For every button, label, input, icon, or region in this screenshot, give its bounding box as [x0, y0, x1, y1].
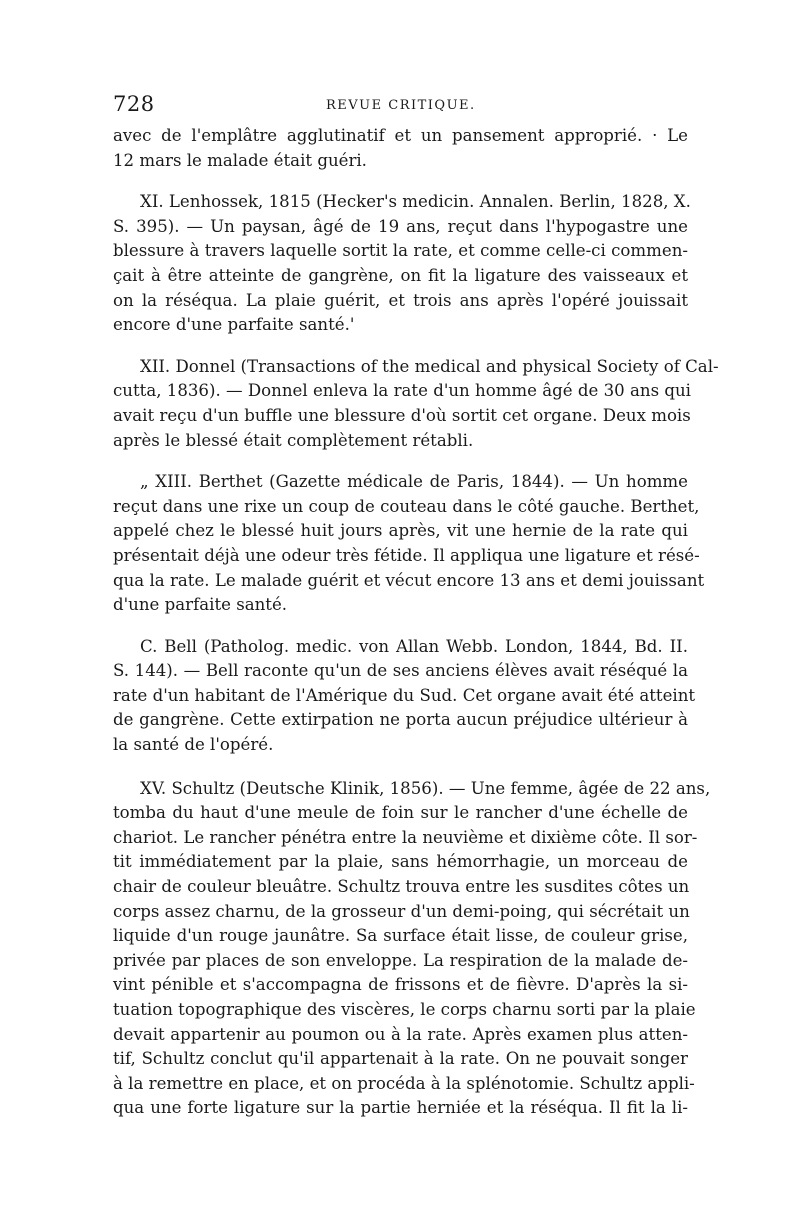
paragraph-case-xii [113, 355, 719, 453]
page [113, 92, 719, 1121]
paragraph-case-xiii [113, 470, 705, 618]
text-line: reçut dans une rixe un coup de couteau dans le côté gauche. Berthet, [113, 496, 700, 516]
text-line: tuation topographique des viscères, le corps charnu sorti par la plaie [113, 1000, 696, 1019]
text-line: chariot. Le rancher pénétra entre la neuvième et dixième côte. Il sor- [113, 827, 698, 847]
paragraph-case-xi [113, 190, 691, 338]
page-number: 728 [113, 92, 155, 116]
text-line: qua une forte ligature sur la partie herniée et la réséqua. Il fit la li- [113, 1098, 688, 1118]
text-line: C. Bell (Patholog. medic. von Allan Webb. London, 1844, Bd. II. [140, 636, 688, 656]
text-line: liquide d'un rouge jaunâtre. Sa surface était lisse, de couleur grise, [113, 926, 688, 946]
text-line: de gangrène. Cette extirpation ne porta aucun préjudice ultérieur à [113, 710, 688, 730]
text-line: corps assez charnu, de la grosseur d'un demi-poing, qui sécrétait un [113, 901, 690, 921]
text-line: blessure à travers laquelle sortit la rate, et comme celle-ci commen- [113, 241, 688, 261]
text-line: 12 mars le malade était guéri. [113, 150, 367, 170]
text-line: avait reçu d'un buffle une blessure d'où sortit cet organe. Deux mois [113, 405, 691, 425]
text-line: encore d'une parfaite santé.' [113, 315, 355, 335]
text-line: vint pénible et s'accompagna de frissons et de fièvre. D'après la si- [113, 975, 688, 995]
text-line: chair de couleur bleuâtre. Schultz trouva entre les susdites côtes un [113, 877, 690, 897]
running-title: REVUE CRITIQUE. [326, 98, 476, 113]
text-line: XI. Lenhossek, 1815 (Hecker's medicin. Annalen. Berlin, 1828, X. [140, 192, 691, 212]
text-line: qua la rate. Le malade guérit et vécut encore 13 ans et demi jouissant [113, 570, 705, 590]
text-line: avec de l'emplâtre agglutinatif et un pansement approprié. · Le [113, 126, 688, 145]
text-line: cutta, 1836). — Donnel enleva la rate d'un homme âgé de 30 ans qui [113, 381, 691, 401]
paragraph-case-xiv [113, 635, 696, 758]
text-line: S. 144). — Bell raconte qu'un de ses anciens élèves avait réséqué la [113, 661, 688, 681]
text-line: d'une parfaite santé. [113, 595, 288, 615]
text-line: tomba du haut d'une meule de foin sur le rancher d'une échelle de [113, 803, 688, 823]
text-line: „ XIII. Berthet (Gazette médicale de Paris, 1844). — Un homme [140, 472, 688, 492]
running-head [113, 92, 688, 124]
text-line: XII. Donnel (Transactions of the medical and physical Society of Cal- [140, 356, 719, 376]
text-line: S. 395). — Un paysan, âgé de 19 ans, reçut dans l'hypogastre une [113, 216, 688, 236]
text-line: après le blessé était complètement rétabli. [113, 430, 474, 450]
paragraph-continuation [113, 124, 688, 173]
paragraph-case-xv [113, 777, 711, 1121]
text-line: la santé de l'opéré. [113, 735, 274, 755]
text-line: çait à être atteinte de gangrène, on fit la ligature des vaisseaux et [113, 265, 688, 285]
text-line: tit immédiatement par la plaie, sans hémorrhagie, un morceau de [113, 852, 688, 872]
text-line: XV. Schultz (Deutsche Klinik, 1856). — Une femme, âgée de 22 ans, [140, 778, 711, 798]
text-line: à la remettre en place, et on procéda à la splénotomie. Schultz appli- [113, 1073, 695, 1093]
text-line: rate d'un habitant de l'Amérique du Sud. Cet organe avait été atteint [113, 685, 696, 705]
text-line: tif, Schultz conclut qu'il appartenait à la rate. On ne pouvait songer [113, 1049, 688, 1069]
text-line: devait appartenir au poumon ou à la rate. Après examen plus atten- [113, 1024, 688, 1044]
text-line: présentait déjà une odeur très fétide. Il appliqua une ligature et résé- [113, 545, 700, 565]
text-line: privée par places de son enveloppe. La respiration de la malade de- [113, 950, 688, 970]
text-line: on la réséqua. La plaie guérit, et trois ans après l'opéré jouissait [113, 290, 688, 310]
text-line: appelé chez le blessé huit jours après, vit une hernie de la rate qui [113, 521, 688, 541]
